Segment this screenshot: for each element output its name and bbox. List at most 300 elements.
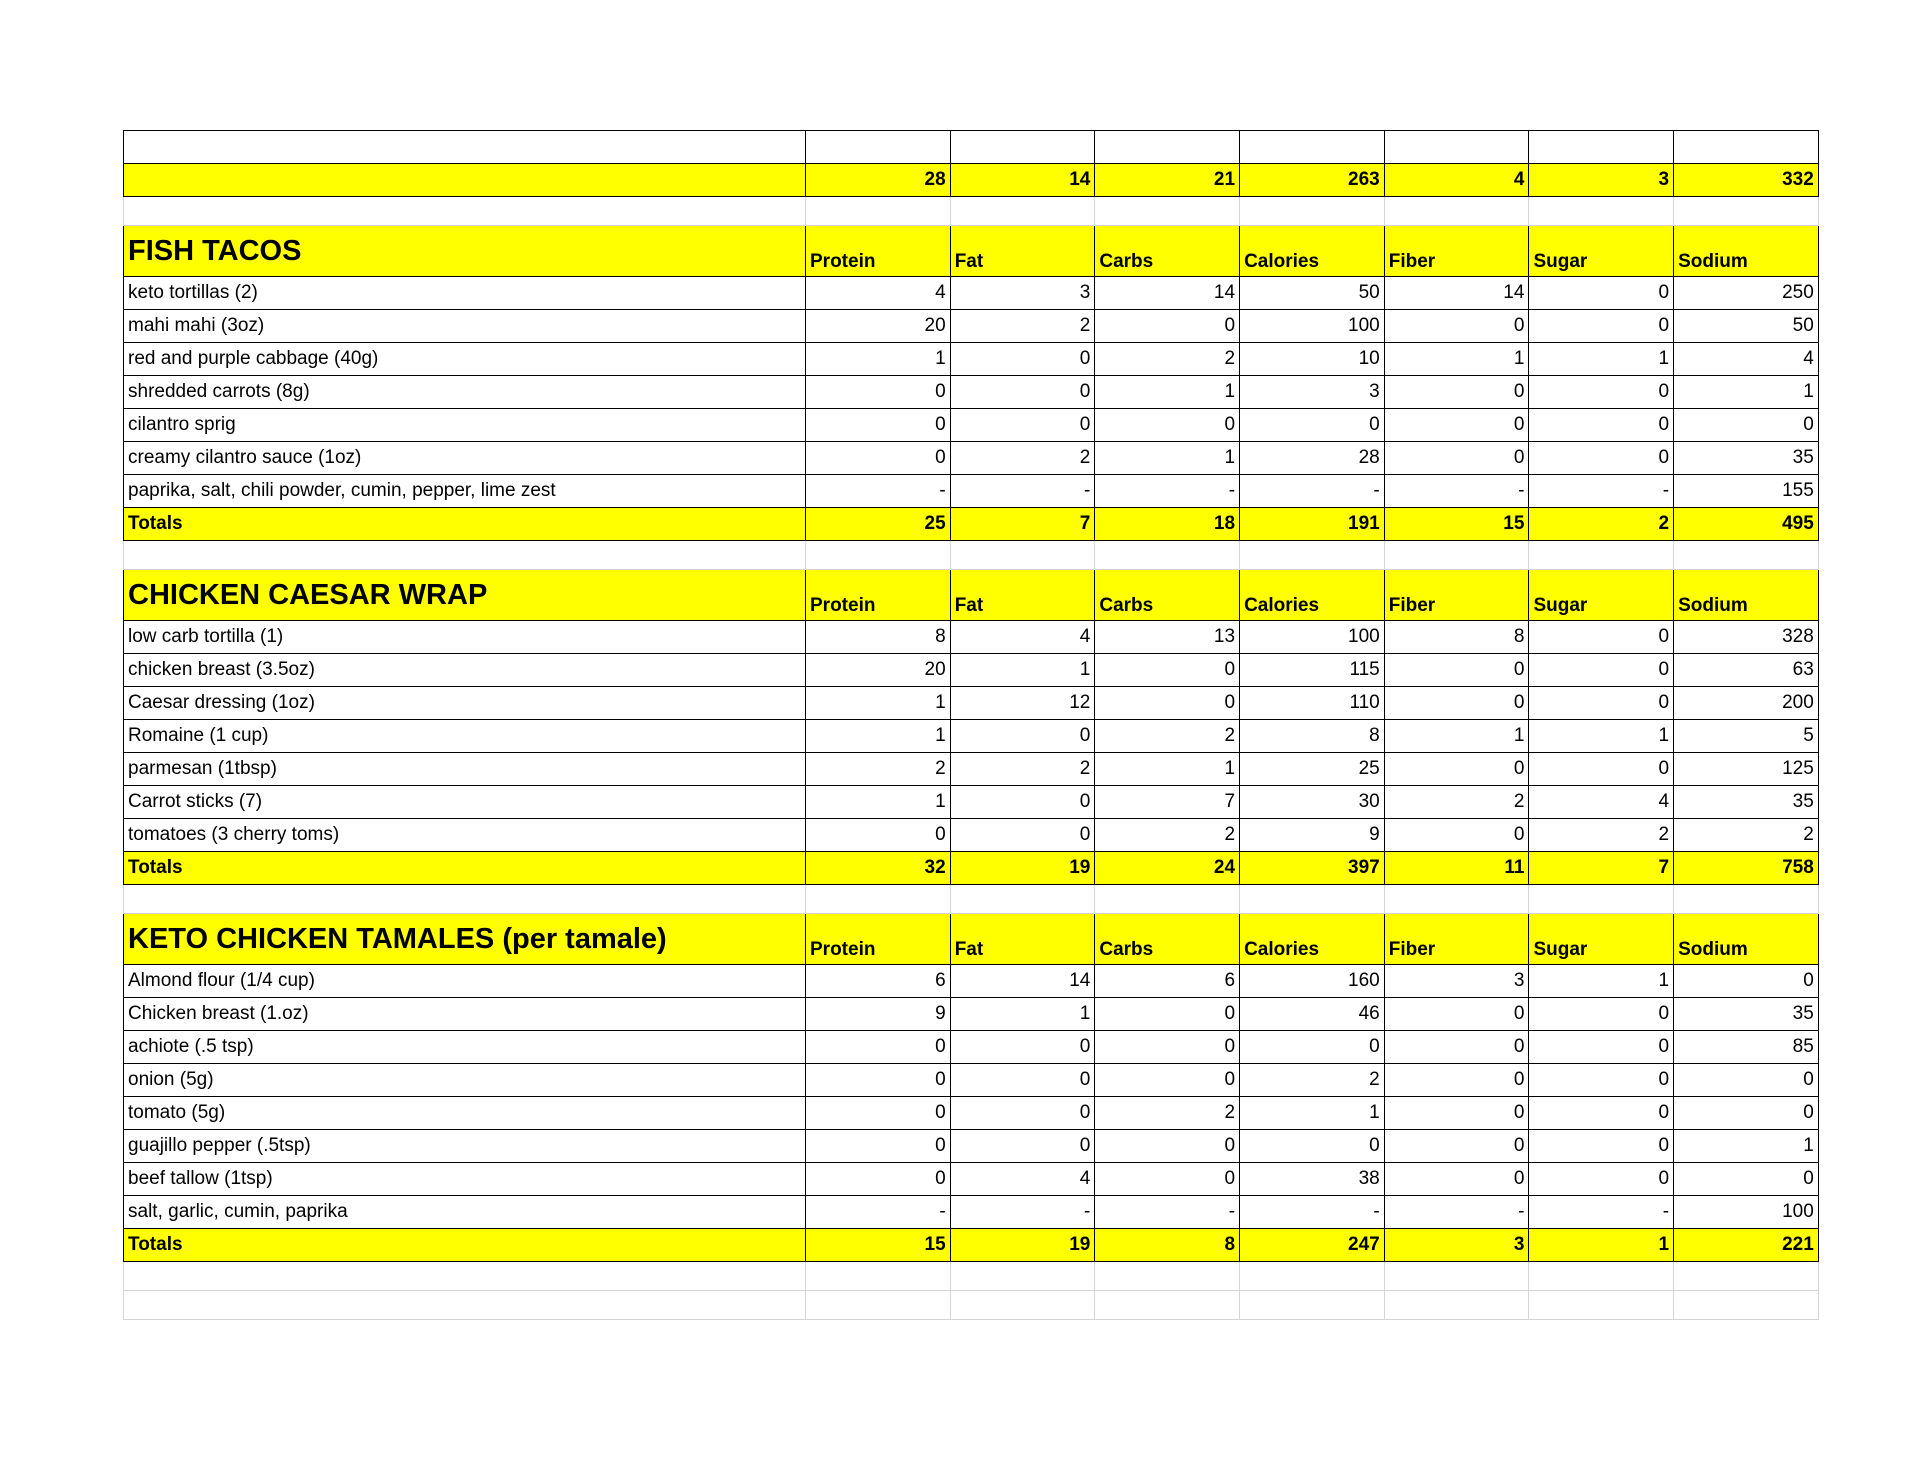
value-cell[interactable]: 8 xyxy=(806,621,951,654)
ingredient-name-cell[interactable]: parmesan (1tbsp) xyxy=(124,753,806,786)
value-cell[interactable]: 50 xyxy=(1674,310,1819,343)
section-title[interactable]: CHICKEN CAESAR WRAP xyxy=(124,570,806,621)
value-cell[interactable]: 0 xyxy=(1384,753,1529,786)
value-cell[interactable]: 0 xyxy=(1240,409,1385,442)
value-cell[interactable]: 25 xyxy=(1240,753,1385,786)
value-cell[interactable]: 0 xyxy=(950,1064,1095,1097)
value-cell[interactable]: - xyxy=(950,1196,1095,1229)
value-cell[interactable]: 0 xyxy=(950,376,1095,409)
value-cell[interactable]: 46 xyxy=(1240,998,1385,1031)
value-cell[interactable]: 0 xyxy=(1529,998,1674,1031)
value-cell[interactable]: 0 xyxy=(806,442,951,475)
value-cell[interactable]: 0 xyxy=(1529,753,1674,786)
column-header[interactable]: Fat xyxy=(950,914,1095,965)
value-cell[interactable]: 0 xyxy=(806,376,951,409)
value-cell[interactable]: 0 xyxy=(1384,687,1529,720)
total-value-cell[interactable]: 15 xyxy=(806,1229,951,1262)
value-cell[interactable]: 0 xyxy=(950,1031,1095,1064)
empty-cell[interactable] xyxy=(1384,885,1529,914)
value-cell[interactable]: 0 xyxy=(1095,998,1240,1031)
column-header[interactable]: Sugar xyxy=(1529,570,1674,621)
value-cell[interactable]: 6 xyxy=(1095,965,1240,998)
value-cell[interactable]: 7 xyxy=(1095,786,1240,819)
empty-cell[interactable] xyxy=(1674,885,1819,914)
table-row xyxy=(124,998,1819,1031)
empty-cell[interactable] xyxy=(124,1262,806,1291)
value-cell[interactable]: 1 xyxy=(1240,1097,1385,1130)
value-cell[interactable]: 4 xyxy=(950,621,1095,654)
table-row xyxy=(124,621,1819,654)
empty-cell[interactable] xyxy=(1529,131,1674,164)
empty-cell[interactable] xyxy=(1095,885,1240,914)
section-header-row xyxy=(124,226,1819,277)
value-cell[interactable]: 0 xyxy=(806,1097,951,1130)
value-cell[interactable]: 0 xyxy=(1384,654,1529,687)
value-cell[interactable]: 0 xyxy=(950,786,1095,819)
value-cell[interactable]: 85 xyxy=(1674,1031,1819,1064)
value-cell[interactable]: 328 xyxy=(1674,621,1819,654)
value-cell[interactable]: 0 xyxy=(1384,376,1529,409)
column-header[interactable]: Protein xyxy=(806,226,951,277)
empty-cell[interactable] xyxy=(1529,1291,1674,1320)
value-cell[interactable]: 1 xyxy=(1095,442,1240,475)
value-cell[interactable]: 0 xyxy=(1529,654,1674,687)
empty-cell[interactable] xyxy=(1240,197,1385,226)
value-cell[interactable]: 4 xyxy=(1529,786,1674,819)
value-cell[interactable]: 0 xyxy=(1095,310,1240,343)
value-cell[interactable]: 0 xyxy=(1529,1163,1674,1196)
empty-cell[interactable] xyxy=(1095,1291,1240,1320)
empty-cell[interactable] xyxy=(1674,1291,1819,1320)
value-cell[interactable]: 14 xyxy=(1384,277,1529,310)
value-cell[interactable]: 9 xyxy=(806,998,951,1031)
value-cell[interactable]: 10 xyxy=(1240,343,1385,376)
value-cell[interactable]: 0 xyxy=(1529,1064,1674,1097)
total-value-cell[interactable]: 18 xyxy=(1095,508,1240,541)
summary-total-cell[interactable]: 263 xyxy=(1240,164,1385,197)
empty-cell[interactable] xyxy=(1095,197,1240,226)
total-value-cell[interactable]: 221 xyxy=(1674,1229,1819,1262)
column-header[interactable]: Sodium xyxy=(1674,914,1819,965)
value-cell[interactable]: 0 xyxy=(806,1130,951,1163)
value-cell[interactable]: 2 xyxy=(1095,720,1240,753)
total-value-cell[interactable]: 3 xyxy=(1384,1229,1529,1262)
value-cell[interactable]: 0 xyxy=(806,1064,951,1097)
total-value-cell[interactable]: 19 xyxy=(950,1229,1095,1262)
value-cell[interactable]: 35 xyxy=(1674,998,1819,1031)
value-cell[interactable]: 38 xyxy=(1240,1163,1385,1196)
empty-cell[interactable] xyxy=(806,131,951,164)
ingredient-name-cell[interactable]: Carrot sticks (7) xyxy=(124,786,806,819)
value-cell[interactable]: 2 xyxy=(806,753,951,786)
value-cell[interactable]: 0 xyxy=(806,409,951,442)
value-cell[interactable]: 0 xyxy=(1095,687,1240,720)
value-cell[interactable]: 0 xyxy=(1674,1064,1819,1097)
value-cell[interactable]: 14 xyxy=(1095,277,1240,310)
ingredient-name-cell[interactable]: tomato (5g) xyxy=(124,1097,806,1130)
empty-row xyxy=(124,1291,1819,1320)
value-cell[interactable]: 12 xyxy=(950,687,1095,720)
value-cell[interactable]: 4 xyxy=(806,277,951,310)
value-cell[interactable]: 115 xyxy=(1240,654,1385,687)
column-header[interactable]: Sodium xyxy=(1674,570,1819,621)
value-cell[interactable]: 0 xyxy=(1384,1130,1529,1163)
value-cell[interactable]: 0 xyxy=(1384,998,1529,1031)
column-header[interactable]: Sodium xyxy=(1674,226,1819,277)
value-cell[interactable]: 5 xyxy=(1674,720,1819,753)
totals-label-cell[interactable]: Totals xyxy=(124,508,806,541)
value-cell[interactable]: 0 xyxy=(950,343,1095,376)
value-cell[interactable]: 0 xyxy=(1384,1097,1529,1130)
totals-row xyxy=(124,1229,1819,1262)
table-row xyxy=(124,1031,1819,1064)
column-header[interactable]: Carbs xyxy=(1095,914,1240,965)
value-cell[interactable]: 2 xyxy=(950,753,1095,786)
empty-cell[interactable] xyxy=(1384,1262,1529,1291)
empty-cell[interactable] xyxy=(1240,541,1385,570)
value-cell[interactable]: 0 xyxy=(1095,1130,1240,1163)
value-cell[interactable]: 50 xyxy=(1240,277,1385,310)
column-header[interactable]: Calories xyxy=(1240,570,1385,621)
value-cell[interactable]: 0 xyxy=(1384,409,1529,442)
table-row xyxy=(124,1163,1819,1196)
value-cell[interactable]: 0 xyxy=(950,409,1095,442)
column-header[interactable]: Sugar xyxy=(1529,226,1674,277)
value-cell[interactable]: 3 xyxy=(950,277,1095,310)
value-cell[interactable]: 0 xyxy=(806,819,951,852)
value-cell[interactable]: 0 xyxy=(1674,1163,1819,1196)
summary-total-cell[interactable]: 14 xyxy=(950,164,1095,197)
table-row xyxy=(124,687,1819,720)
empty-row xyxy=(124,885,1819,914)
ingredient-name-cell[interactable]: paprika, salt, chili powder, cumin, pepper, lime zest xyxy=(124,475,806,508)
empty-cell[interactable] xyxy=(806,1262,951,1291)
value-cell[interactable]: - xyxy=(1384,1196,1529,1229)
total-value-cell[interactable]: 8 xyxy=(1095,1229,1240,1262)
value-cell[interactable]: 1 xyxy=(1384,720,1529,753)
ingredient-name-cell[interactable]: onion (5g) xyxy=(124,1064,806,1097)
empty-cell[interactable] xyxy=(1529,1262,1674,1291)
value-cell[interactable]: 8 xyxy=(1384,621,1529,654)
value-cell[interactable]: 1 xyxy=(806,786,951,819)
value-cell[interactable]: 13 xyxy=(1095,621,1240,654)
table-row xyxy=(124,1064,1819,1097)
value-cell[interactable]: 1 xyxy=(1384,343,1529,376)
value-cell[interactable]: 1 xyxy=(1529,720,1674,753)
value-cell[interactable]: 0 xyxy=(950,1130,1095,1163)
value-cell[interactable]: 0 xyxy=(1674,965,1819,998)
value-cell[interactable]: - xyxy=(1240,475,1385,508)
value-cell[interactable]: 0 xyxy=(806,1031,951,1064)
column-header[interactable]: Protein xyxy=(806,570,951,621)
ingredient-name-cell[interactable]: chicken breast (3.5oz) xyxy=(124,654,806,687)
section-title[interactable]: FISH TACOS xyxy=(124,226,806,277)
empty-cell[interactable] xyxy=(1674,1262,1819,1291)
total-value-cell[interactable]: 25 xyxy=(806,508,951,541)
value-cell[interactable]: 6 xyxy=(806,965,951,998)
value-cell[interactable]: 4 xyxy=(950,1163,1095,1196)
value-cell[interactable]: 2 xyxy=(1529,819,1674,852)
value-cell[interactable]: 100 xyxy=(1240,310,1385,343)
value-cell[interactable]: 2 xyxy=(1240,1064,1385,1097)
summary-total-cell[interactable]: 4 xyxy=(1384,164,1529,197)
value-cell[interactable]: - xyxy=(1529,475,1674,508)
empty-cell[interactable] xyxy=(1095,131,1240,164)
empty-cell[interactable] xyxy=(1095,541,1240,570)
table-row xyxy=(124,819,1819,852)
value-cell[interactable]: 2 xyxy=(950,310,1095,343)
value-cell[interactable]: 0 xyxy=(1095,1163,1240,1196)
value-cell[interactable]: 0 xyxy=(1240,1031,1385,1064)
total-value-cell[interactable]: 1 xyxy=(1529,1229,1674,1262)
value-cell[interactable]: 1 xyxy=(1095,753,1240,786)
value-cell[interactable]: 0 xyxy=(1529,1130,1674,1163)
empty-cell[interactable] xyxy=(1529,885,1674,914)
column-header[interactable]: Protein xyxy=(806,914,951,965)
value-cell[interactable]: 200 xyxy=(1674,687,1819,720)
empty-cell[interactable] xyxy=(1384,197,1529,226)
empty-cell[interactable] xyxy=(950,197,1095,226)
empty-cell[interactable] xyxy=(124,197,806,226)
total-value-cell[interactable]: 11 xyxy=(1384,852,1529,885)
value-cell[interactable]: - xyxy=(1095,475,1240,508)
value-cell[interactable]: 1 xyxy=(950,654,1095,687)
ingredient-name-cell[interactable]: Caesar dressing (1oz) xyxy=(124,687,806,720)
empty-cell[interactable] xyxy=(806,885,951,914)
value-cell[interactable]: 20 xyxy=(806,310,951,343)
value-cell[interactable]: 1 xyxy=(1674,1130,1819,1163)
value-cell[interactable]: 0 xyxy=(1529,376,1674,409)
value-cell[interactable]: - xyxy=(806,475,951,508)
table-row xyxy=(124,277,1819,310)
value-cell[interactable]: 0 xyxy=(950,1097,1095,1130)
value-cell[interactable]: 160 xyxy=(1240,965,1385,998)
ingredient-name-cell[interactable]: Chicken breast (1.oz) xyxy=(124,998,806,1031)
empty-cell[interactable] xyxy=(1674,197,1819,226)
empty-cell[interactable] xyxy=(124,1291,806,1320)
totals-label-cell[interactable]: Totals xyxy=(124,852,806,885)
table-row xyxy=(124,409,1819,442)
value-cell[interactable]: 20 xyxy=(806,654,951,687)
empty-cell[interactable] xyxy=(1240,131,1385,164)
total-value-cell[interactable]: 2 xyxy=(1529,508,1674,541)
empty-cell[interactable] xyxy=(1674,541,1819,570)
empty-cell[interactable] xyxy=(950,541,1095,570)
section-title[interactable]: KETO CHICKEN TAMALES (per tamale) xyxy=(124,914,806,965)
value-cell[interactable]: 2 xyxy=(1384,786,1529,819)
empty-cell[interactable] xyxy=(806,197,951,226)
total-value-cell[interactable]: 7 xyxy=(1529,852,1674,885)
empty-cell[interactable] xyxy=(1384,131,1529,164)
value-cell[interactable]: 0 xyxy=(1240,1130,1385,1163)
value-cell[interactable]: - xyxy=(1529,1196,1674,1229)
value-cell[interactable]: 14 xyxy=(950,965,1095,998)
ingredient-name-cell[interactable]: guajillo pepper (.5tsp) xyxy=(124,1130,806,1163)
value-cell[interactable]: - xyxy=(1095,1196,1240,1229)
empty-cell[interactable] xyxy=(1240,1291,1385,1320)
column-header[interactable]: Carbs xyxy=(1095,226,1240,277)
value-cell[interactable]: - xyxy=(950,475,1095,508)
value-cell[interactable]: 0 xyxy=(1095,409,1240,442)
value-cell[interactable]: 2 xyxy=(1095,819,1240,852)
total-value-cell[interactable]: 495 xyxy=(1674,508,1819,541)
value-cell[interactable]: 2 xyxy=(950,442,1095,475)
value-cell[interactable]: 0 xyxy=(950,819,1095,852)
value-cell[interactable]: 125 xyxy=(1674,753,1819,786)
summary-total-cell[interactable]: 332 xyxy=(1674,164,1819,197)
value-cell[interactable]: 100 xyxy=(1674,1196,1819,1229)
summary-total-cell[interactable]: 21 xyxy=(1095,164,1240,197)
table-row xyxy=(124,654,1819,687)
value-cell[interactable]: 0 xyxy=(1384,819,1529,852)
value-cell[interactable]: 155 xyxy=(1674,475,1819,508)
value-cell[interactable]: 100 xyxy=(1240,621,1385,654)
value-cell[interactable]: 4 xyxy=(1674,343,1819,376)
value-cell[interactable]: 0 xyxy=(950,720,1095,753)
value-cell[interactable]: 0 xyxy=(1384,442,1529,475)
column-header[interactable]: Fiber xyxy=(1384,914,1529,965)
value-cell[interactable]: 0 xyxy=(1529,621,1674,654)
empty-row xyxy=(124,1262,1819,1291)
value-cell[interactable]: 0 xyxy=(1384,310,1529,343)
empty-cell[interactable] xyxy=(1529,541,1674,570)
empty-cell[interactable] xyxy=(1529,197,1674,226)
total-value-cell[interactable]: 247 xyxy=(1240,1229,1385,1262)
ingredient-name-cell[interactable]: tomatoes (3 cherry toms) xyxy=(124,819,806,852)
ingredient-name-cell[interactable]: red and purple cabbage (40g) xyxy=(124,343,806,376)
value-cell[interactable]: 1 xyxy=(1674,376,1819,409)
empty-cell[interactable] xyxy=(950,1291,1095,1320)
value-cell[interactable]: 0 xyxy=(1529,687,1674,720)
value-cell[interactable]: 1 xyxy=(1529,965,1674,998)
ingredient-name-cell[interactable]: mahi mahi (3oz) xyxy=(124,310,806,343)
value-cell[interactable]: 1 xyxy=(1095,376,1240,409)
empty-cell[interactable] xyxy=(124,541,806,570)
value-cell[interactable]: 1 xyxy=(806,720,951,753)
total-value-cell[interactable]: 19 xyxy=(950,852,1095,885)
table-row xyxy=(124,753,1819,786)
value-cell[interactable]: 3 xyxy=(1384,965,1529,998)
empty-cell[interactable] xyxy=(1384,1291,1529,1320)
ingredient-name-cell[interactable]: shredded carrots (8g) xyxy=(124,376,806,409)
value-cell[interactable]: 8 xyxy=(1240,720,1385,753)
value-cell[interactable]: - xyxy=(1240,1196,1385,1229)
summary-label-cell[interactable] xyxy=(124,164,806,197)
table-row xyxy=(124,310,1819,343)
column-header[interactable]: Calories xyxy=(1240,226,1385,277)
value-cell[interactable]: 0 xyxy=(1674,409,1819,442)
ingredient-name-cell[interactable]: cilantro sprig xyxy=(124,409,806,442)
value-cell[interactable]: 35 xyxy=(1674,442,1819,475)
value-cell[interactable]: 0 xyxy=(1095,1031,1240,1064)
column-header[interactable]: Fat xyxy=(950,570,1095,621)
empty-cell[interactable] xyxy=(1674,131,1819,164)
ingredient-name-cell[interactable]: salt, garlic, cumin, paprika xyxy=(124,1196,806,1229)
column-header[interactable]: Carbs xyxy=(1095,570,1240,621)
empty-cell[interactable] xyxy=(1095,1262,1240,1291)
value-cell[interactable]: 0 xyxy=(1529,310,1674,343)
column-header[interactable]: Fiber xyxy=(1384,226,1529,277)
empty-cell[interactable] xyxy=(806,1291,951,1320)
value-cell[interactable]: 1 xyxy=(1529,343,1674,376)
value-cell[interactable]: 2 xyxy=(1095,343,1240,376)
total-value-cell[interactable]: 397 xyxy=(1240,852,1385,885)
ingredient-name-cell[interactable]: achiote (.5 tsp) xyxy=(124,1031,806,1064)
empty-cell[interactable] xyxy=(950,885,1095,914)
total-value-cell[interactable]: 24 xyxy=(1095,852,1240,885)
value-cell[interactable]: 3 xyxy=(1240,376,1385,409)
total-value-cell[interactable]: 191 xyxy=(1240,508,1385,541)
column-header[interactable]: Sugar xyxy=(1529,914,1674,965)
empty-cell[interactable] xyxy=(806,541,951,570)
table-row xyxy=(124,1097,1819,1130)
value-cell[interactable]: 0 xyxy=(1095,1064,1240,1097)
value-cell[interactable]: 0 xyxy=(1529,442,1674,475)
ingredient-name-cell[interactable]: Almond flour (1/4 cup) xyxy=(124,965,806,998)
ingredient-name-cell[interactable]: Romaine (1 cup) xyxy=(124,720,806,753)
value-cell[interactable]: 1 xyxy=(806,343,951,376)
ingredient-name-cell[interactable]: beef tallow (1tsp) xyxy=(124,1163,806,1196)
total-value-cell[interactable]: 15 xyxy=(1384,508,1529,541)
value-cell[interactable]: 2 xyxy=(1674,819,1819,852)
value-cell[interactable]: 63 xyxy=(1674,654,1819,687)
empty-cell[interactable] xyxy=(1384,541,1529,570)
nutrition-table xyxy=(123,130,1819,1320)
total-value-cell[interactable]: 32 xyxy=(806,852,951,885)
value-cell[interactable]: 0 xyxy=(1529,409,1674,442)
value-cell[interactable]: 30 xyxy=(1240,786,1385,819)
value-cell[interactable]: 0 xyxy=(1529,1031,1674,1064)
value-cell[interactable]: 1 xyxy=(806,687,951,720)
value-cell[interactable]: 0 xyxy=(806,1163,951,1196)
empty-cell[interactable] xyxy=(1240,1262,1385,1291)
value-cell[interactable]: 1 xyxy=(950,998,1095,1031)
value-cell[interactable]: 28 xyxy=(1240,442,1385,475)
column-header[interactable]: Fiber xyxy=(1384,570,1529,621)
ingredient-name-cell[interactable]: low carb tortilla (1) xyxy=(124,621,806,654)
total-value-cell[interactable]: 7 xyxy=(950,508,1095,541)
empty-cell[interactable] xyxy=(1240,885,1385,914)
empty-cell[interactable] xyxy=(950,131,1095,164)
empty-cell[interactable] xyxy=(124,131,806,164)
empty-cell[interactable] xyxy=(950,1262,1095,1291)
totals-label-cell[interactable]: Totals xyxy=(124,1229,806,1262)
summary-total-cell[interactable]: 3 xyxy=(1529,164,1674,197)
value-cell[interactable]: 110 xyxy=(1240,687,1385,720)
value-cell[interactable]: 0 xyxy=(1095,654,1240,687)
value-cell[interactable]: 0 xyxy=(1384,1163,1529,1196)
total-value-cell[interactable]: 758 xyxy=(1674,852,1819,885)
value-cell[interactable]: 2 xyxy=(1095,1097,1240,1130)
value-cell[interactable]: - xyxy=(806,1196,951,1229)
ingredient-name-cell[interactable]: keto tortillas (2) xyxy=(124,277,806,310)
value-cell[interactable]: 35 xyxy=(1674,786,1819,819)
value-cell[interactable]: - xyxy=(1384,475,1529,508)
table-row xyxy=(124,786,1819,819)
value-cell[interactable]: 0 xyxy=(1674,1097,1819,1130)
value-cell[interactable]: 9 xyxy=(1240,819,1385,852)
column-header[interactable]: Calories xyxy=(1240,914,1385,965)
ingredient-name-cell[interactable]: creamy cilantro sauce (1oz) xyxy=(124,442,806,475)
value-cell[interactable]: 250 xyxy=(1674,277,1819,310)
value-cell[interactable]: 0 xyxy=(1384,1064,1529,1097)
value-cell[interactable]: 0 xyxy=(1384,1031,1529,1064)
value-cell[interactable]: 0 xyxy=(1529,277,1674,310)
value-cell[interactable]: 0 xyxy=(1529,1097,1674,1130)
column-header[interactable]: Fat xyxy=(950,226,1095,277)
empty-cell[interactable] xyxy=(124,885,806,914)
summary-total-cell[interactable]: 28 xyxy=(806,164,951,197)
